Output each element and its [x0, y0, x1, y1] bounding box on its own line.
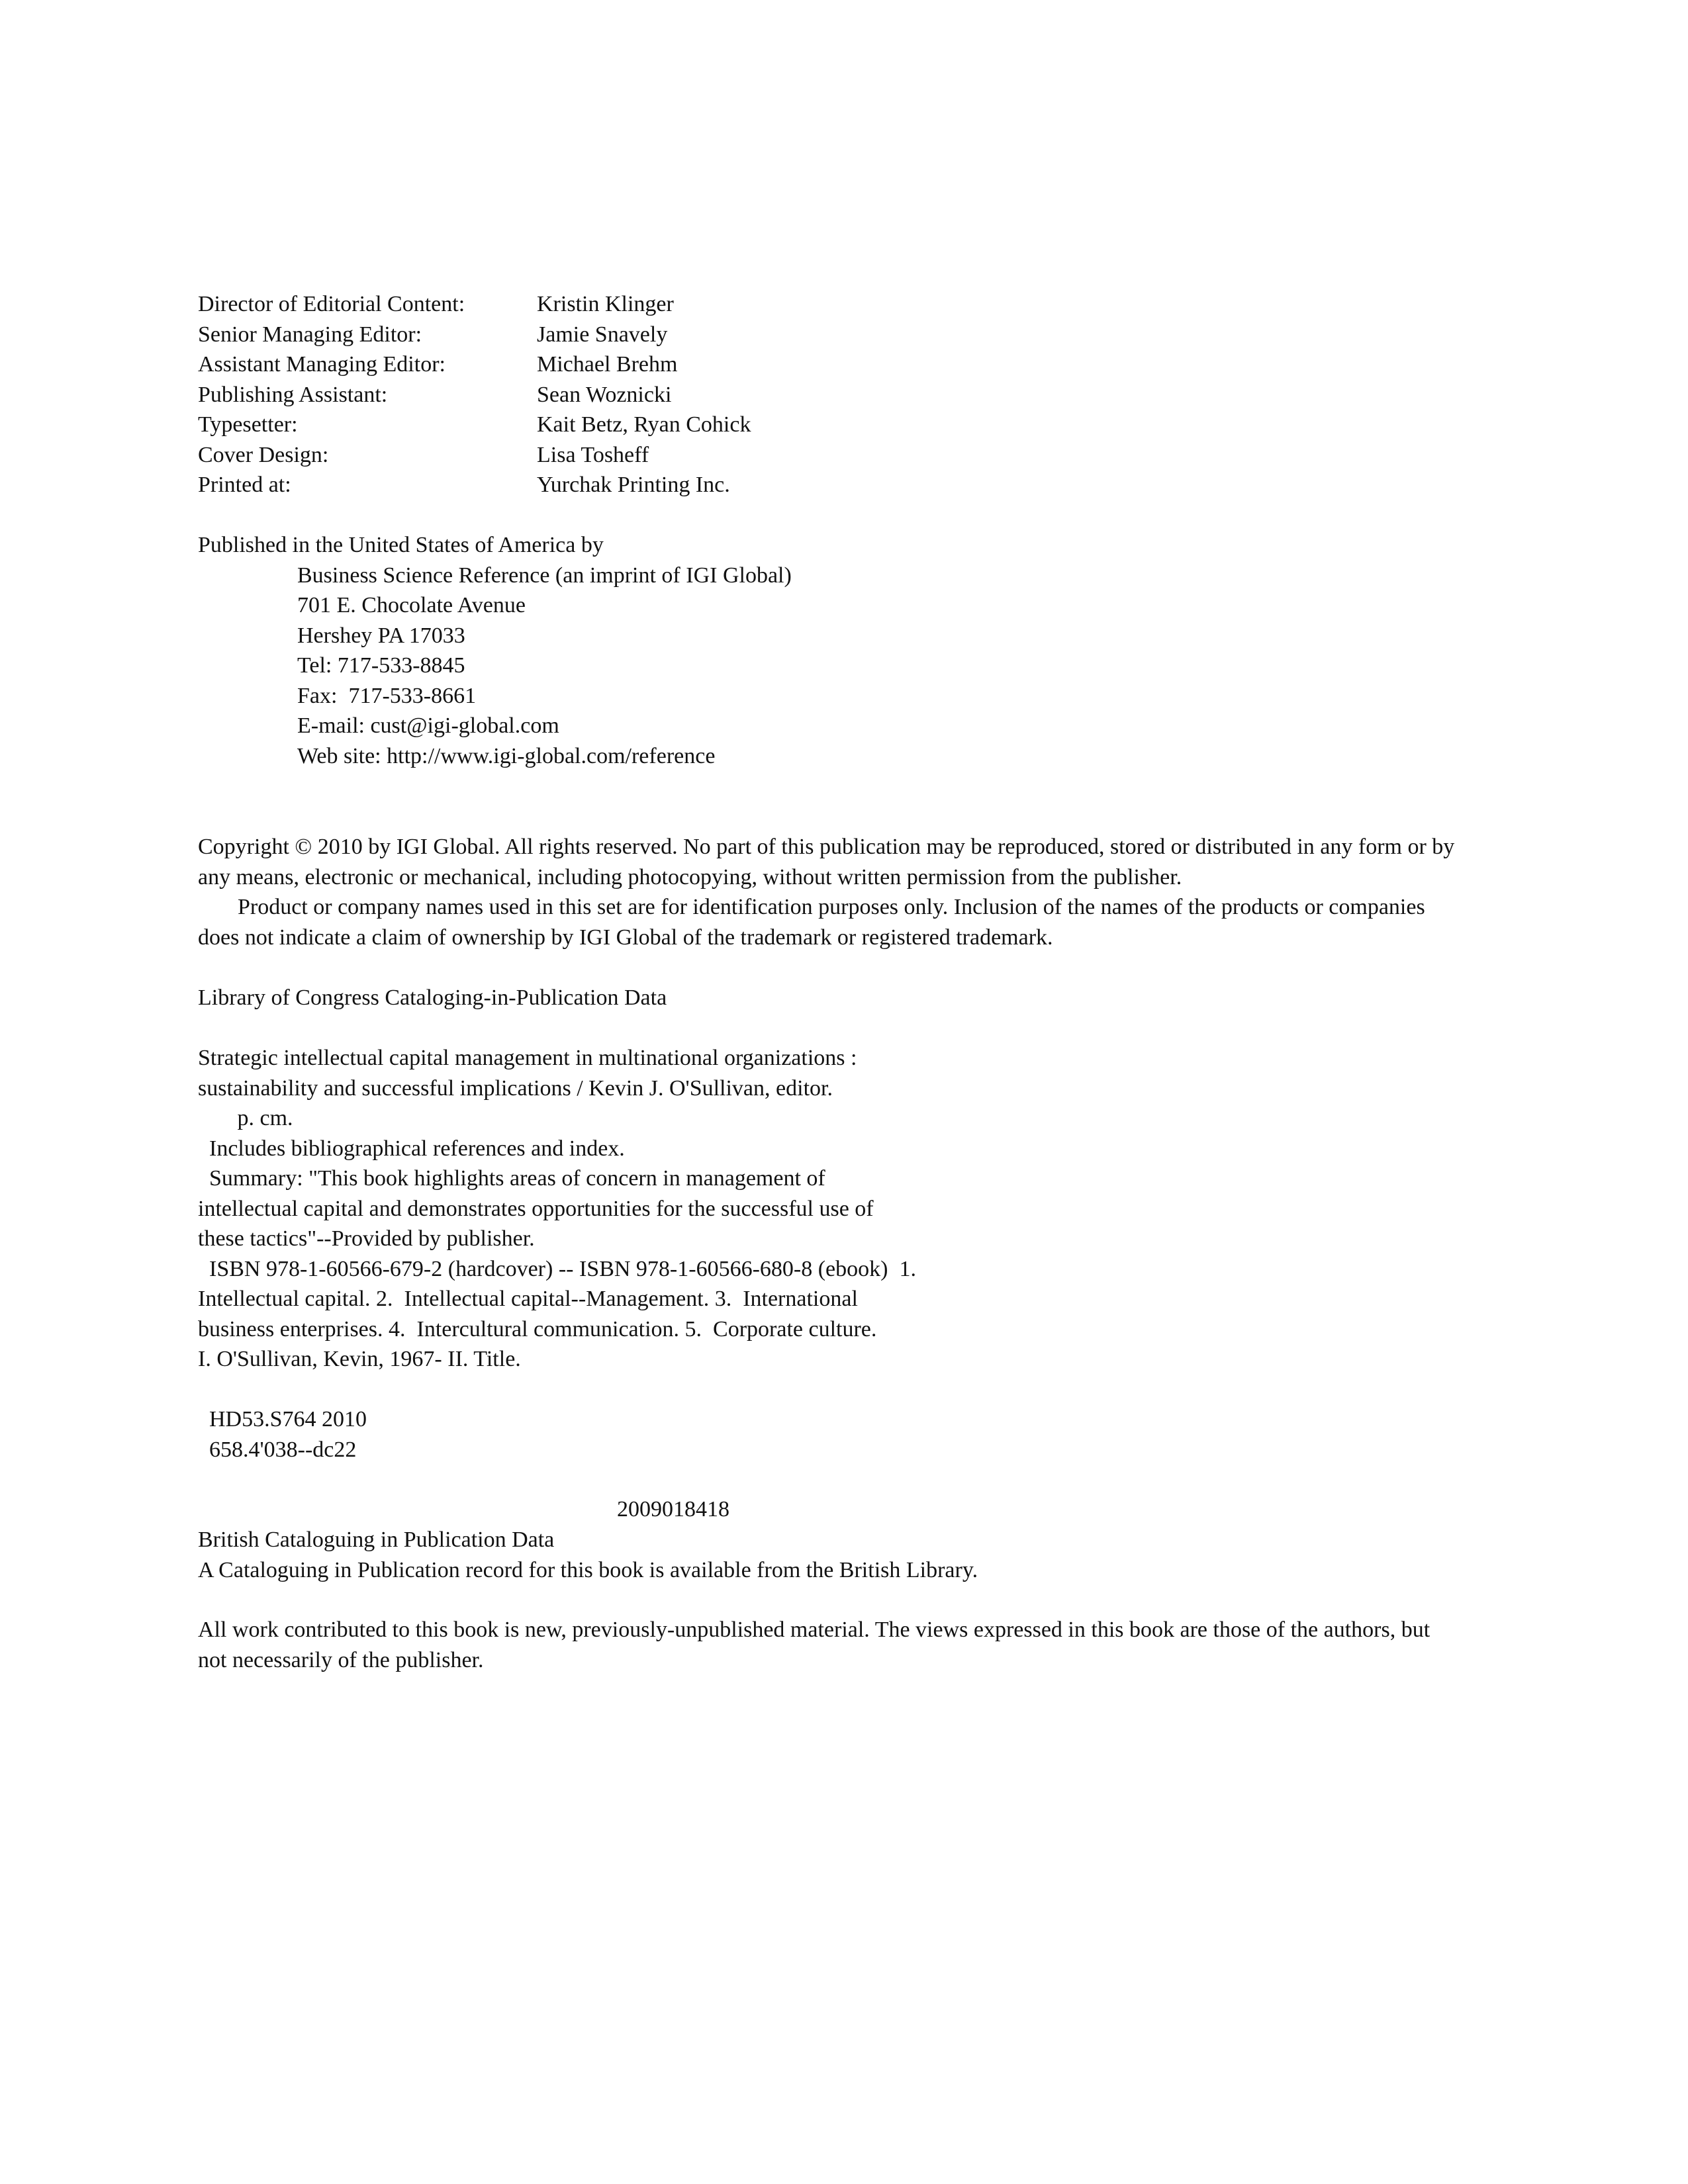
cip-line: sustainability and successful implications / Kevin J. O'Sullivan, editor.: [198, 1075, 833, 1101]
staff-role: Typesetter:: [198, 412, 298, 437]
cip-line: p. cm.: [198, 1106, 293, 1130]
staff-role: Assistant Managing Editor:: [198, 352, 445, 377]
staff-name: Michael Brehm: [537, 352, 678, 377]
cip-line: Includes bibliographical references and index.: [198, 1136, 625, 1161]
british-cip-heading: British Cataloguing in Publication Data: [198, 1527, 555, 1552]
staff-name: Jamie Snavely: [537, 322, 668, 347]
cip-heading: Library of Congress Cataloging-in-Publication Data: [198, 985, 667, 1010]
publisher-block: [198, 530, 792, 771]
dewey-number: 658.4'038--dc22: [198, 1437, 357, 1462]
staff-role: Senior Managing Editor:: [198, 322, 422, 347]
lc-call-number: HD53.S764 2010: [198, 1407, 367, 1432]
staff-name: Sean Woznicki: [537, 382, 672, 407]
publisher-website: Web site: http://www.igi-global.com/reference: [297, 743, 716, 768]
staff-name: Lisa Tosheff: [537, 442, 649, 467]
cip-line: Intellectual capital. 2. Intellectual capital--Management. 3. International: [198, 1287, 858, 1311]
trademark-paragraph: Product or company names used in this set are for identification purposes only. Inclusion of the names of the products or companies does not indicate a claim of ownership by IGI Global of the trademark or registered trademark.: [198, 895, 1425, 950]
staff-name: Yurchak Printing Inc.: [537, 473, 730, 497]
publisher-fax: Fax: 717-533-8661: [297, 683, 477, 708]
publisher-email: E-mail: cust@igi-global.com: [297, 713, 559, 738]
work-note-block: [198, 1615, 1456, 1675]
copyright-notice: [198, 832, 1456, 952]
publisher-name: Business Science Reference (an imprint of IGI Global): [297, 563, 792, 588]
copyright-paragraph: Copyright © 2010 by IGI Global. All rights reserved. No part of this publication may be reproduced, stored or distributed in any form or by any means, electronic or mechanical, including photocopying, without written permission from the publisher.: [198, 835, 1455, 889]
cip-line: business enterprises. 4. Intercultural communication. 5. Corporate culture.: [198, 1316, 877, 1342]
cip-line: I. O'Sullivan, Kevin, 1967- II. Title.: [198, 1347, 521, 1371]
publisher-city: Hershey PA 17033: [297, 623, 465, 648]
cip-line: Strategic intellectual capital management in multinational organizations :: [198, 1046, 857, 1070]
staff-role: Printed at:: [198, 473, 291, 497]
cip-line: ISBN 978-1-60566-679-2 (hardcover) -- ISBN 978-1-60566-680-8 (ebook) 1.: [198, 1256, 916, 1281]
call-numbers: [198, 1404, 367, 1465]
work-note: All work contributed to this book is new, previously-unpublished material. The views expressed in this book are those of the authors, but not necessarily of the publisher.: [198, 1617, 1430, 1672]
publisher-street: 701 E. Chocolate Avenue: [297, 593, 526, 617]
staff-role: Director of Editorial Content:: [198, 292, 465, 316]
staff-name: Kait Betz, Ryan Cohick: [537, 412, 751, 437]
british-cip-text: A Cataloguing in Publication record for this book is available from the British Library.: [198, 1557, 978, 1582]
cip-heading-block: [198, 983, 667, 1013]
staff-name: Kristin Klinger: [537, 292, 674, 316]
british-cip-block: [198, 1525, 978, 1585]
publisher-tel: Tel: 717-533-8845: [297, 653, 465, 678]
lccn-number: 2009018418: [617, 1497, 729, 1522]
staff-role: Publishing Assistant:: [198, 382, 388, 407]
cip-record: [198, 1043, 916, 1375]
cip-line: intellectual capital and demonstrates opportunities for the successful use of: [198, 1196, 874, 1221]
cip-line: these tactics"--Provided by publisher.: [198, 1226, 535, 1251]
cip-line: Summary: "This book highlights areas of concern in management of: [198, 1166, 825, 1191]
staff-role: Cover Design:: [198, 442, 329, 467]
publisher-intro: Published in the United States of America by: [198, 533, 604, 557]
